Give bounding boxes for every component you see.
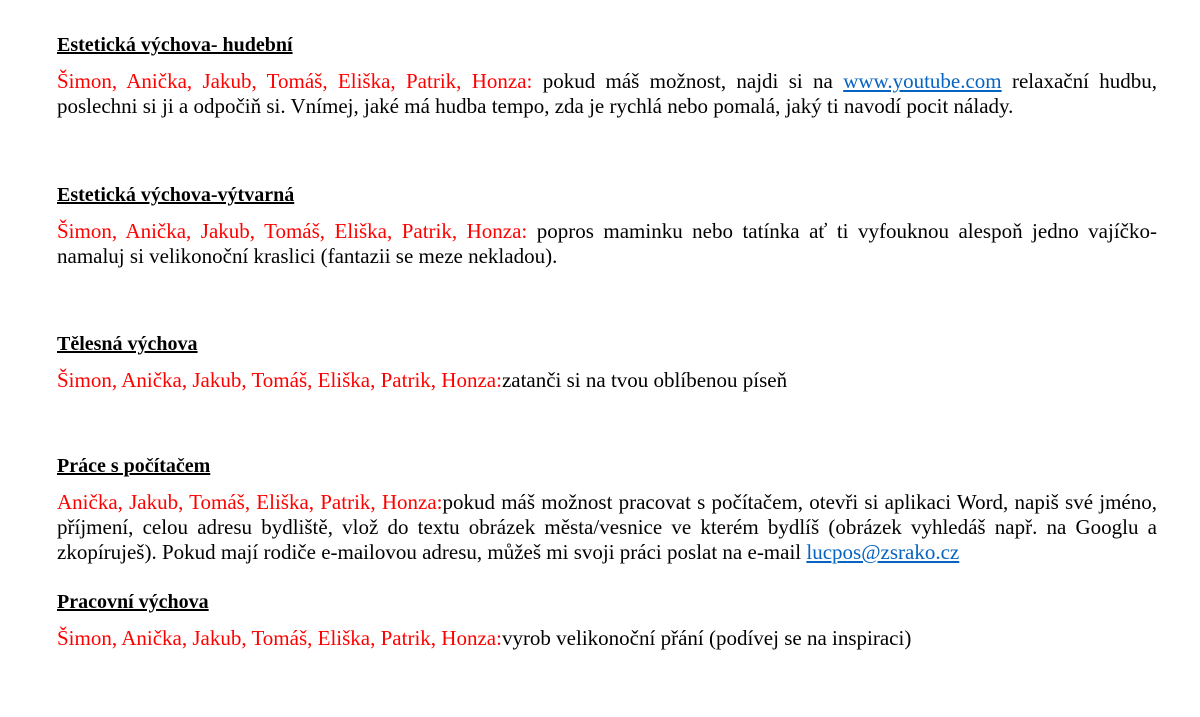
section-paragraph — [57, 368, 1157, 393]
paragraph-text: pokud máš možnost, najdi si na — [532, 69, 844, 93]
section-heading: Pracovní výchova — [57, 591, 209, 613]
section-paragraph — [57, 219, 1157, 269]
paragraph-text: zatanči si na tvou oblíbenou píseň — [501, 368, 788, 392]
section-heading: Estetická výchova-výtvarná — [57, 184, 295, 206]
section-art — [57, 183, 1157, 269]
student-names: Šimon, Anička, Jakub, Tomáš, Eliška, Patrik, Honza: — [57, 368, 502, 392]
student-names: Šimon, Anička, Jakub, Tomáš, Eliška, Patrik, Honza: — [57, 219, 528, 243]
section-crafts — [57, 590, 1157, 651]
student-names: Šimon, Anička, Jakub, Tomáš, Eliška, Patrik, Honza: — [57, 69, 533, 93]
section-pe — [57, 332, 1157, 393]
student-names: Šimon, Anička, Jakub, Tomáš, Eliška, Patrik, Honza: — [57, 626, 502, 650]
section-heading: Estetická výchova- hudební — [57, 34, 293, 56]
section-heading: Práce s počítačem — [57, 455, 211, 477]
email-link[interactable]: lucpos@zsrako.cz — [806, 540, 960, 564]
section-music — [57, 33, 1157, 119]
paragraph-text: relaxační hudbu, poslechni si ji a odpočiň si. Vnímej, jaké má hudba tempo, zda je rychlá nebo pomalá, jaký ti navodí pocit nálady. — [57, 69, 1157, 118]
paragraph-text: popros maminku nebo tatínka ať ti vyfouknou alespoň jedno vajíčko- namaluj si velikonoční kraslici (fantazii se meze nekladou). — [57, 219, 1157, 268]
section-heading: Tělesná výchova — [57, 333, 198, 355]
section-paragraph — [57, 490, 1157, 565]
section-paragraph — [57, 69, 1157, 119]
paragraph-text: pokud máš možnost pracovat s počítačem, otevři si aplikaci Word, napiš své jméno, příjmení, celou adresu bydliště, vlož do textu obrázek města/vesnice ve kterém bydlíš (obrázek vyhledáš např. na Googlu a zkopíruješ). Pokud mají rodiče e-mailovou adresu, můžeš mi svoji práci poslat na e-mail — [57, 490, 1157, 564]
student-names: Anička, Jakub, Tomáš, Eliška, Patrik, Honza: — [57, 490, 443, 514]
section-computer — [57, 454, 1157, 565]
youtube-link[interactable]: www.youtube.com — [843, 69, 1002, 93]
section-paragraph — [57, 626, 1157, 651]
paragraph-text: vyrob velikonoční přání (podívej se na inspiraci) — [501, 626, 912, 650]
